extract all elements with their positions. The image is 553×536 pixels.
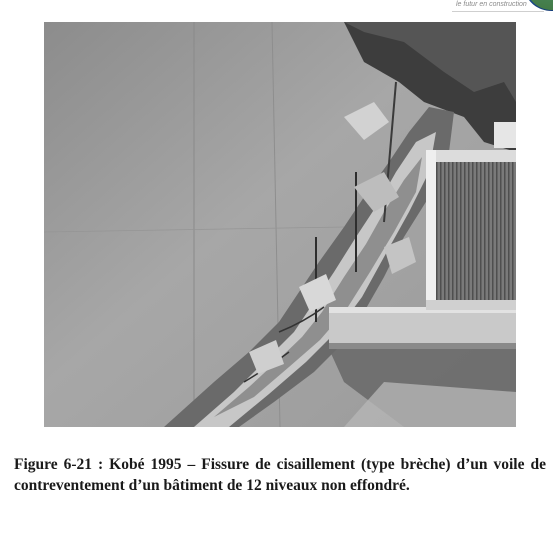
header-divider — [452, 11, 544, 12]
figure-caption: Figure 6-21 : Kobé 1995 – Fissure de cisaillement (type brèche) d’un voile de contreventement d’un bâtiment de 12 niveaux non effondré. — [14, 456, 546, 494]
header-tagline: le futur en construction — [456, 1, 527, 8]
shear-crack-photo — [44, 22, 516, 427]
